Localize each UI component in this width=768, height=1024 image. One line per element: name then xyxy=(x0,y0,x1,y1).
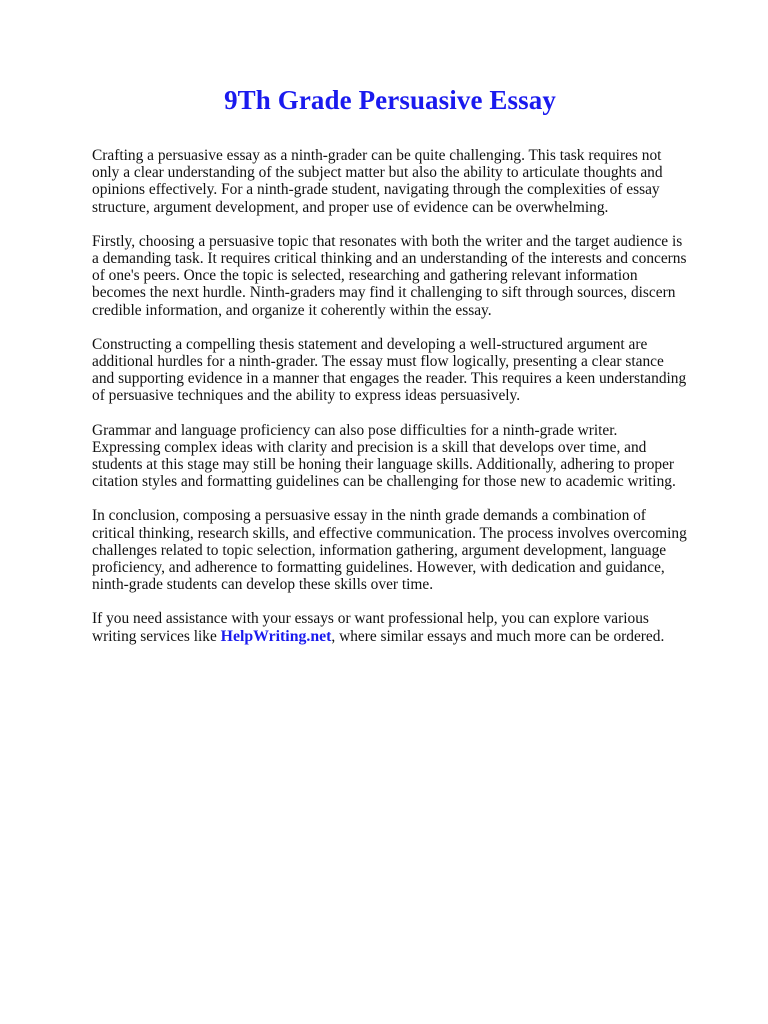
document-title: 9Th Grade Persuasive Essay xyxy=(224,85,556,115)
paragraph-3: Constructing a compelling thesis statement and developing a well-structured argument are additional hurdles for a ninth-grader. The essay must flow logically, presenting a clear stance and supporting evidence in a manner that engages the reader. This requires a keen understanding of persuasive techniques and the ability to express ideas persuasively. xyxy=(92,335,687,405)
closing-paragraph xyxy=(92,610,688,644)
closing-text-after: , where similar essays and much more can be ordered. xyxy=(331,627,665,645)
paragraph-1: Crafting a persuasive essay as a ninth-grader can be quite challenging. This task requires not only a clear understanding of the subject matter but also the ability to articulate thoughts and opinions effectively. For a ninth-grade student, navigating through the complexities of essay structure, argument development, and proper use of evidence can be overwhelming. xyxy=(92,147,663,216)
closing-text-before: If you need assistance with your essays or want professional help, you can explore various writing services like xyxy=(92,610,649,645)
paragraph-4: Grammar and language proficiency can also pose difficulties for a ninth-grade writer. Expressing complex ideas with clarity and precision is a skill that develops over time, and students at this stage may still be honing their language skills. Additionally, adhering to proper citation styles and formatting guidelines can be challenging for those new to academic writing. xyxy=(92,421,676,491)
paragraph-5: In conclusion, composing a persuasive essay in the ninth grade demands a combination of critical thinking, research skills, and effective communication. The process involves overcoming challenges related to topic selection, information gathering, argument development, language proficiency, and adherence to formatting guidelines. However, with dedication and guidance, ninth-grade students can develop these skills over time. xyxy=(92,507,687,594)
paragraph-2: Firstly, choosing a persuasive topic that resonates with both the writer and the target audience is a demanding task. It requires critical thinking and an understanding of the interests and concerns of one's peers. Once the topic is selected, researching and gathering relevant information becomes the next hurdle. Ninth-graders may find it challenging to sift through sources, discern credible information, and organize it coherently within the essay. xyxy=(92,232,687,319)
document-body xyxy=(92,147,688,645)
helpwriting-link[interactable]: HelpWriting.net xyxy=(220,627,332,645)
